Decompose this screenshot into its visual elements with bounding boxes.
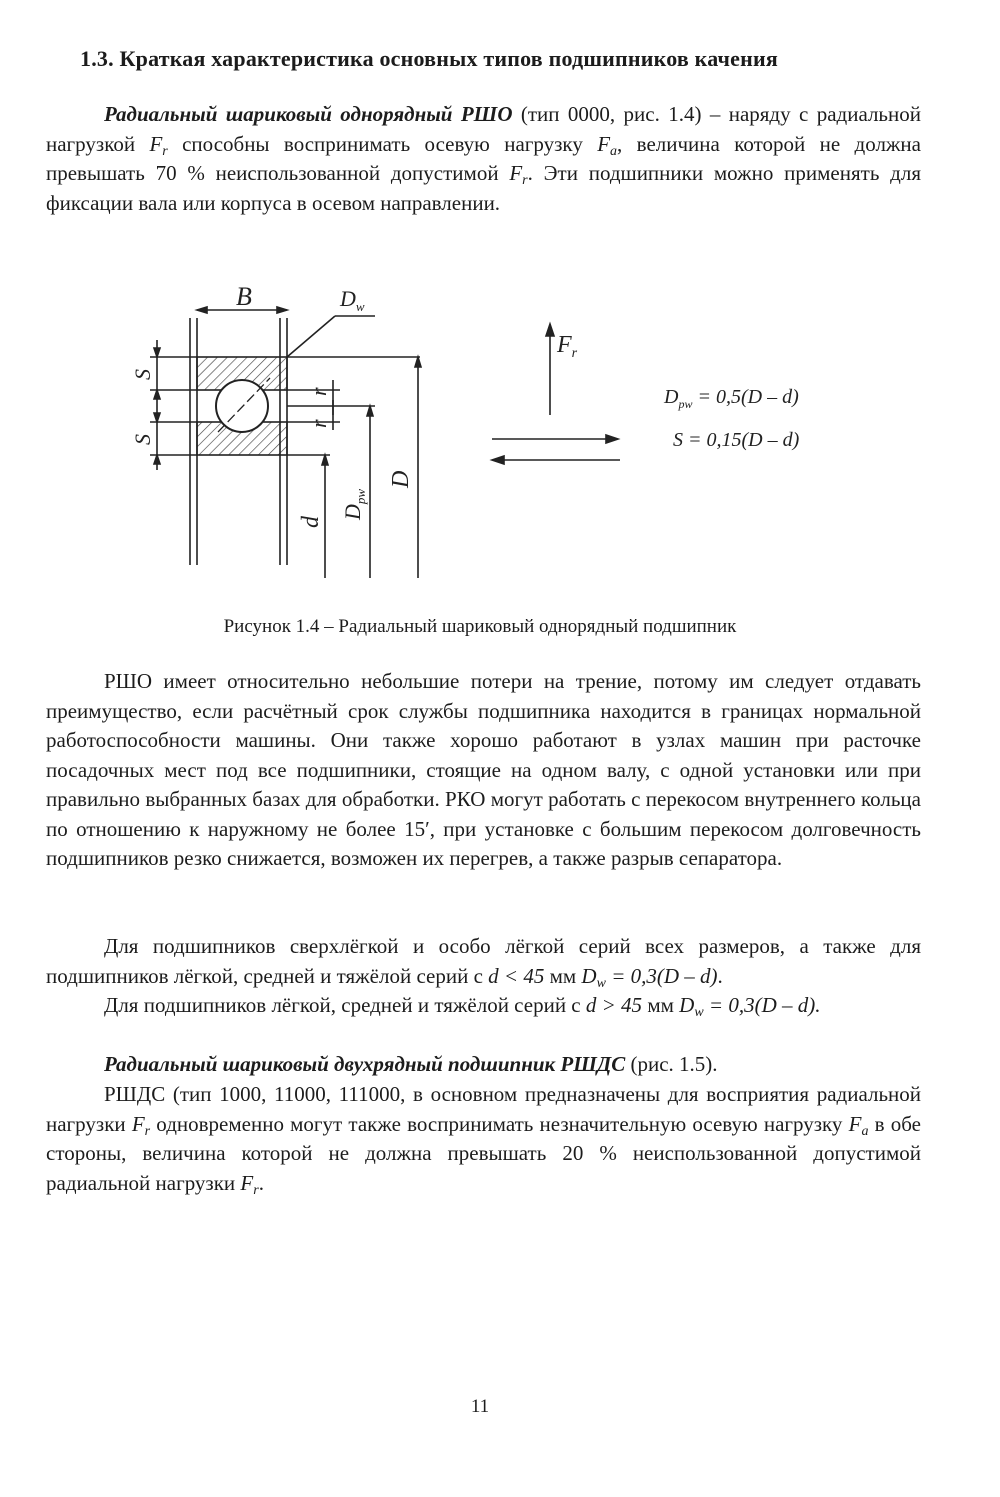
label-dpw: $D_{pw}$: [340, 488, 368, 520]
label-d: d: [298, 516, 324, 528]
symbol-fr: $F_r$: [509, 161, 528, 188]
page-number: 11: [470, 1396, 490, 1417]
paragraph-light-series: Для подшипников сверхлёгкой и особо лёгкой серий всех размеров, а также для подшипников лёгкой, средней и тяжёлой серий с d < 45 мм $D_w = 0,3(D - d)$.: [46, 934, 921, 991]
section-heading: 1.3. Краткая характеристика основных типов подшипников качения: [80, 46, 778, 71]
term-rsho: Радиальный шариковый однорядный РШО: [104, 102, 513, 126]
formula-s: S = 0,15(D – d): [673, 429, 800, 451]
label-r-bottom: r: [306, 419, 331, 428]
paragraph-rsho-details: РШО имеет относительно небольшие потери на трение, потому им следует отдавать преимущество, если расчётный срок службы подшипника находится в границах нормальной работоспособности машины. Они также хорошо работают в узлах машин при расточке посадочных мест под все подшипники, стоящие на одном валу, с одной установки или при правильно выбранных базах для обработки. РКО могут работать с перекосом внутреннего кольца по отношению к наружному не более 15′, при установке с большим перекосом долговечность подшипников резко снижается, возможен их перегрев, а также разрыв сепаратора.: [46, 669, 921, 870]
paragraph-heavy-series: Для подшипников лёгкой, средней и тяжёлой серий с d > 45 мм $D_w = 0,3(D - d)$.: [104, 993, 821, 1020]
figure-caption: Рисунок 1.4 – Радиальный шариковый однорядный подшипник: [223, 616, 737, 637]
text: . Эти подшипники можно применять для фиксации вала или корпуса в осевом направлении.: [46, 161, 921, 215]
paragraph-rshds-details: РШДС (тип 1000, 11000, 111000, в основном предназначены для восприятия радиальной нагрузки $F_r$ одновременно могут также воспринимать незначительную осевую нагрузку $F_a$ в обе стороны, величина которой не должна превышать 20 % неиспользованной допустимой радиальной нагрузки $F_r$.: [46, 1082, 921, 1198]
symbol-fr: $F_r$: [149, 131, 168, 159]
text: , величина которой не должна превышать 70 % неиспользованной допустимой: [46, 131, 921, 185]
label-b: B: [236, 282, 252, 311]
symbol-fa: $F_a$: [597, 131, 618, 159]
label-D: D: [388, 470, 414, 488]
label-s-bottom: S: [130, 434, 155, 445]
paragraph-rshds-title: Радиальный шариковый двухрядный подшипник РШДС (рис. 1.5).: [104, 1052, 718, 1076]
figure-bearing-diagram: [0, 270, 1000, 600]
formula-dpw: $D_{pw} = 0,5(D - d)$: [664, 386, 799, 411]
text: способны воспринимать осевую нагрузку: [167, 131, 598, 156]
paragraph-rsho-intro: [46, 100, 921, 218]
label-s-top: S: [130, 369, 155, 380]
term-rshds: Радиальный шариковый двухрядный подшипник РШДС: [104, 1052, 626, 1076]
label-fr: $F_r$: [557, 332, 578, 361]
text: (тип 0000, рис. 1.4) – наряду с радиальной нагрузкой: [46, 102, 921, 156]
label-r-top: r: [306, 387, 331, 396]
label-dw: $D_w$: [340, 286, 365, 314]
